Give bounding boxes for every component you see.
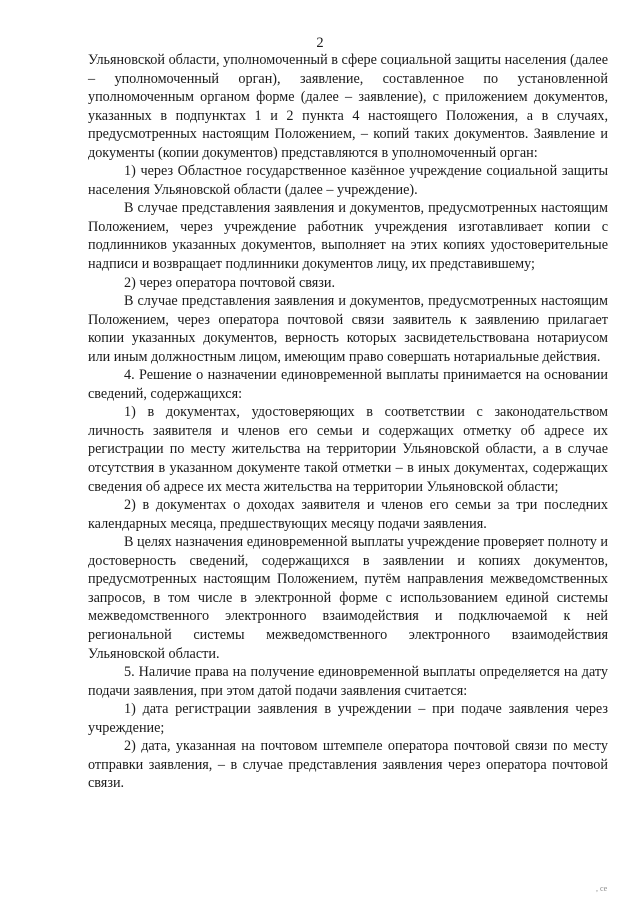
corner-mark: , се [596,884,608,893]
paragraph-item-1: 1) через Областное государственное казённое учреждение социальной защиты населения Ульяновской области (далее – учреждение). [88,163,608,198]
paragraph-item-2: 2) через оператора почтовой связи. [124,274,336,291]
document-body [88,51,608,793]
paragraph-clause-4: 4. Решение о назначении единовременной выплаты принимается на основании сведений, содержащихся: [88,367,608,402]
paragraph-clause-5: 5. Наличие права на получение единовременной выплаты определяется на дату подачи заявления, при этом датой подачи заявления считается: [88,664,608,699]
paragraph-clause-5-item-1: 1) дата регистрации заявления в учреждении – при подаче заявления через учреждение; [88,701,608,736]
page-number: 2 [316,35,324,51]
paragraph-clause-5-item-2: 2) дата, указанная на почтовом штемпеле оператора почтовой связи по месту отправки заявления, – в случае представления заявления через оператора почтовой связи. [88,738,608,792]
paragraph-verification: В целях назначения единовременной выплаты учреждение проверяет полноту и достоверность сведений, содержащихся в заявлении и копиях документов, предусмотренных настоящим Положением, путём направления межведомственных запросов, в том числе в электронной форме с использованием единой системы межведомственного электронного взаимодействия и подключаемой к ней региональной системы межведомственного электронного взаимодействия Ульяновской области. [88,534,608,662]
paragraph-clause-4-item-1: 1) в документах, удостоверяющих в соответствии с законодательством личность заявителя и членов его семьи и содержащих отметку об адресе их регистрации по месту жительства на территории Ульяновской области, а в случае отсутствия в указанном документе такой отметки – в иных документах, содержащих сведения об адресе их места жительства на территории Ульяновской области; [88,404,608,495]
paragraph-institution-procedure: В случае представления заявления и документов, предусмотренных настоящим Положением, через учреждение работник учреждения изготавливает копии с подлинников указанных документов, выполняет на этих копиях удостоверительные надписи и возвращает подлинники документов лицу, их представившему; [88,200,608,273]
paragraph-clause-4-item-2: 2) в документах о доходах заявителя и членов его семьи за три последних календарных месяца, предшествующих месяцу подачи заявления. [88,497,608,532]
paragraph-continuation: Ульяновской области, уполномоченный в сфере социальной защиты населения (далее – уполномоченный орган), заявление, составленное по установленной уполномоченным органом форме (далее – заявление), с приложением документов, указанных в подпунктах 1 и 2 пункта 4 настоящего Положения, а в случаях, предусмотренных настоящим Положением, – копий таких документов. Заявление и документы (копии документов) представляются в уполномоченный орган: [88,52,608,161]
paragraph-postal-procedure: В случае представления заявления и документов, предусмотренных настоящим Положением, через оператора почтовой связи заявитель к заявлению прилагает копии указанных документов, верность которых засвидетельствована нотариусом или иным должностным лицом, имеющим право совершать нотариальные действия. [88,293,608,365]
